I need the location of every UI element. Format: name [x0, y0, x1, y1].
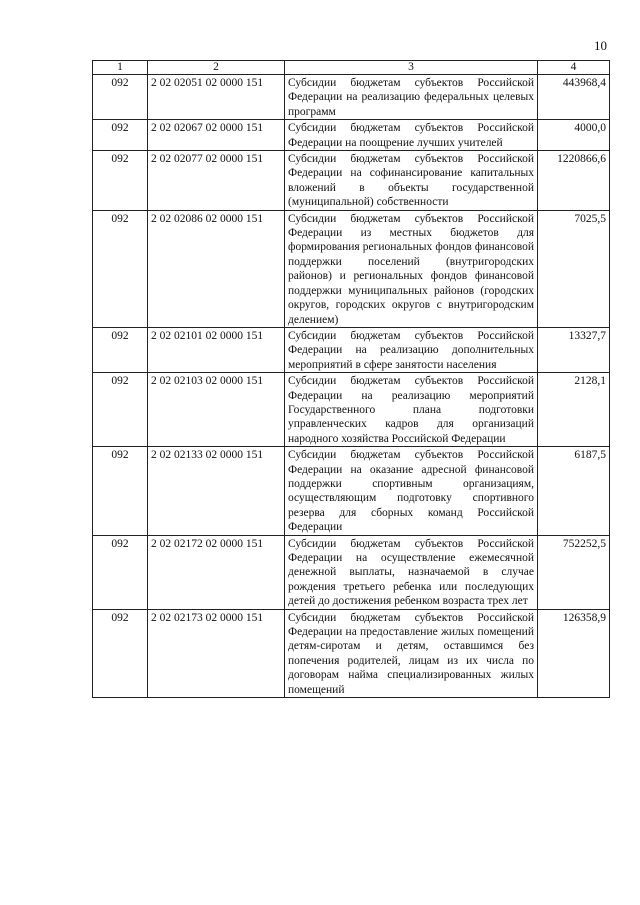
- budget-code-cell: 2 02 02067 02 0000 151: [148, 120, 285, 151]
- ministry-code-cell: 092: [93, 609, 148, 697]
- amount-cell: 752252,5: [538, 535, 610, 609]
- header-col-2: 2: [148, 61, 285, 75]
- table-row: [93, 373, 610, 447]
- revenue-name-cell: Субсидии бюджетам субъектов Российской Федерации на поощрение лучших учителей: [285, 120, 538, 151]
- ministry-code-cell: 092: [93, 373, 148, 447]
- table-header: [93, 61, 610, 75]
- revenue-name-cell: Субсидии бюджетам субъектов Российской Федерации на предоставление жилых помещений детям-сиротам и детям, оставшимся без попечения родителей, лицам из их числа по договорам найма специализированных жилых помещений: [285, 609, 538, 697]
- revenue-name-cell: Субсидии бюджетам субъектов Российской Федерации на софинансирование капитальных вложений в объекты государственной (муниципальной) собственности: [285, 151, 538, 211]
- table-row: [93, 535, 610, 609]
- revenue-name-cell: Субсидии бюджетам субъектов Российской Федерации на осуществление ежемесячной денежной выплаты, назначаемой в случае рождения третьего ребенка или последующих детей до достижения ребенком возраста трех лет: [285, 535, 538, 609]
- table-row: [93, 75, 610, 120]
- amount-cell: 6187,5: [538, 447, 610, 535]
- budget-code-cell: 2 02 02077 02 0000 151: [148, 151, 285, 211]
- table-row: [93, 210, 610, 327]
- ministry-code-cell: 092: [93, 75, 148, 120]
- budget-code-cell: 2 02 02051 02 0000 151: [148, 75, 285, 120]
- amount-cell: 443968,4: [538, 75, 610, 120]
- amount-cell: 1220866,6: [538, 151, 610, 211]
- ministry-code-cell: 092: [93, 535, 148, 609]
- amount-cell: 4000,0: [538, 120, 610, 151]
- budget-code-cell: 2 02 02101 02 0000 151: [148, 327, 285, 372]
- header-col-3: 3: [285, 61, 538, 75]
- header-col-4: 4: [538, 61, 610, 75]
- budget-revenue-table: [92, 60, 610, 698]
- table-row: [93, 151, 610, 211]
- budget-code-cell: 2 02 02172 02 0000 151: [148, 535, 285, 609]
- revenue-name-cell: Субсидии бюджетам субъектов Российской Федерации из местных бюджетов для формирования региональных фондов финансовой поддержки поселений (внутригородских районов) и региональных фондов финансовой поддержки муниципальных районов (городских округов, городских округов с внутригородским делением): [285, 210, 538, 327]
- revenue-name-cell: Субсидии бюджетам субъектов Российской Федерации на реализацию мероприятий Государственного плана подготовки управленческих кадров для организаций народного хозяйства Российской Федерации: [285, 373, 538, 447]
- budget-code-cell: 2 02 02133 02 0000 151: [148, 447, 285, 535]
- budget-code-cell: 2 02 02173 02 0000 151: [148, 609, 285, 697]
- ministry-code-cell: 092: [93, 151, 148, 211]
- revenue-name-cell: Субсидии бюджетам субъектов Российской Федерации на оказание адресной финансовой поддержки спортивным организациям, осуществляющим подготовку спортивного резерва для сборных команд Российской Федерации: [285, 447, 538, 535]
- table-row: [93, 447, 610, 535]
- ministry-code-cell: 092: [93, 447, 148, 535]
- table-row: [93, 120, 610, 151]
- revenue-name-cell: Субсидии бюджетам субъектов Российской Федерации на реализацию дополнительных мероприятий в сфере занятости населения: [285, 327, 538, 372]
- table-row: [93, 327, 610, 372]
- budget-code-cell: 2 02 02086 02 0000 151: [148, 210, 285, 327]
- budget-code-cell: 2 02 02103 02 0000 151: [148, 373, 285, 447]
- revenue-name-cell: Субсидии бюджетам субъектов Российской Федерации на реализацию федеральных целевых программ: [285, 75, 538, 120]
- ministry-code-cell: 092: [93, 210, 148, 327]
- amount-cell: 7025,5: [538, 210, 610, 327]
- table-row: [93, 609, 610, 697]
- ministry-code-cell: 092: [93, 327, 148, 372]
- table-body: [93, 75, 610, 698]
- amount-cell: 13327,7: [538, 327, 610, 372]
- ministry-code-cell: 092: [93, 120, 148, 151]
- amount-cell: 2128,1: [538, 373, 610, 447]
- header-row: [93, 61, 610, 75]
- page-number: 10: [594, 38, 607, 53]
- amount-cell: 126358,9: [538, 609, 610, 697]
- header-col-1: 1: [93, 61, 148, 75]
